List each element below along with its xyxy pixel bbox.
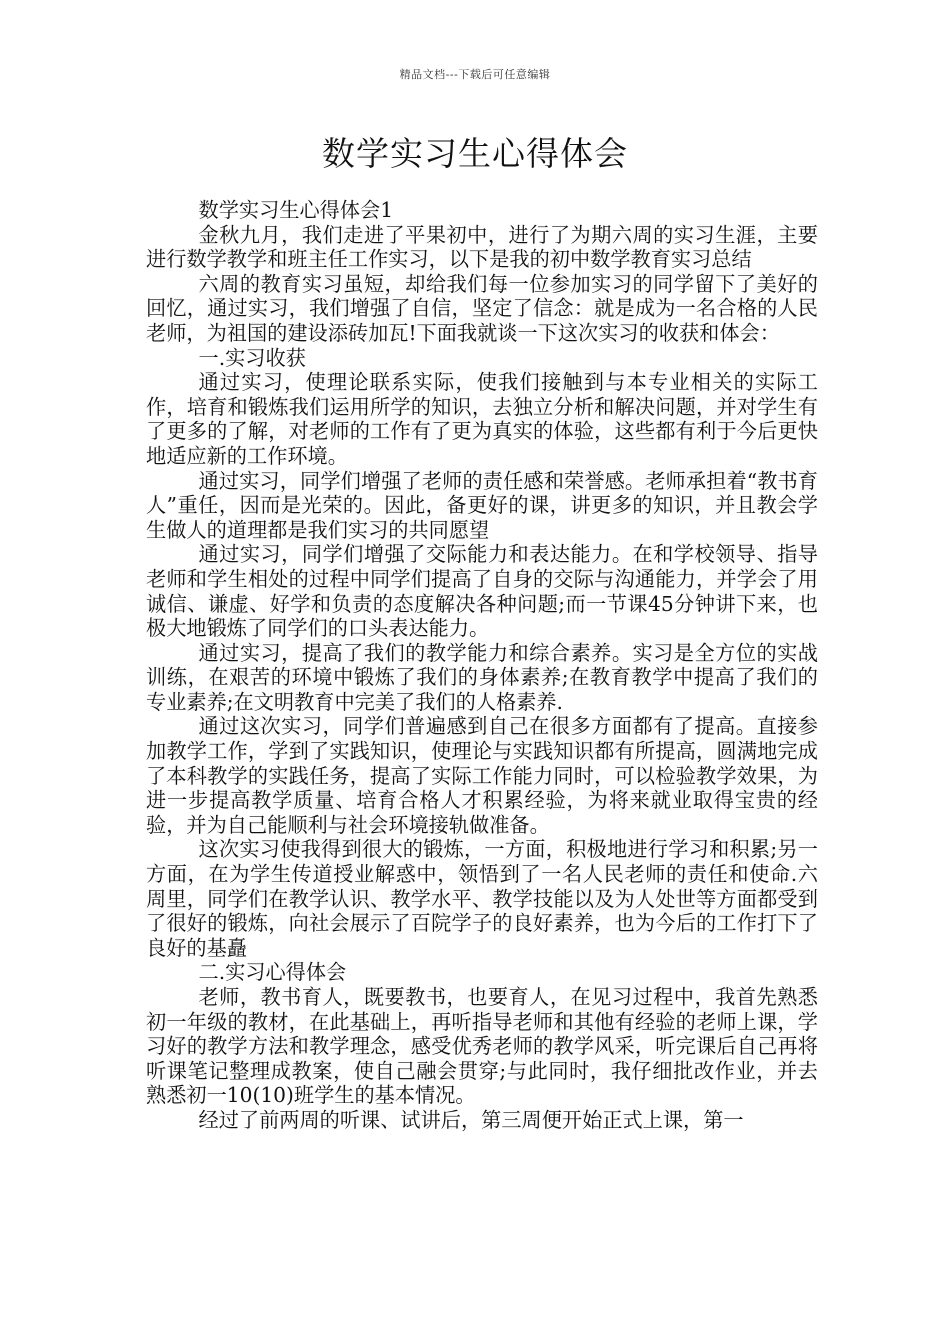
paragraph: 通过实习，同学们增强了老师的责任感和荣誉感。老师承担着“教书育人”重任，因而是光荣的。因此，备更好的课，讲更多的知识，并且教会学生做人的道理都是我们实习的共同愿望: [146, 468, 818, 542]
paragraph: 经过了前两周的听课、试讲后，第三周便开始正式上课，第一: [198, 1107, 744, 1132]
paragraph-subtitle: 数学实习生心得体会1: [198, 198, 394, 222]
paragraph: 通过实习，提高了我们的教学能力和综合素养。实习是全方位的实战训练，在艰苦的环境中锻炼了我们的身体素养;在教育教学中提高了我们的专业素养;在文明教育中完美了我们的人格素养.: [146, 640, 818, 714]
paragraph: 通过实习，使理论联系实际，使我们接触到与本专业相关的实际工作，培育和锻炼我们运用所学的知识，去独立分析和解决问题，并对学生有了更多的了解，对老师的工作有了更为真实的体验，这些都有利于今后更快地适应新的工作环境。: [146, 370, 818, 468]
section-heading: 二.实习心得体会: [198, 960, 347, 985]
paragraph: 通过这次实习，同学们普遍感到自己在很多方面都有了提高。直接参加教学工作，学到了实践知识，使理论与实践知识都有所提高，圆满地完成了本科教学的实践任务，提高了实际工作能力同时，可以检验教学效果，为进一步提高教学质量、培育合格人才积累经验，为将来就业取得宝贵的经验，并为自己能顺利与社会环境接轨做准备。: [146, 714, 818, 837]
document-title: 数学实习生心得体会: [322, 134, 628, 173]
document-body: [146, 198, 818, 1133]
paragraph: 老师，教书育人，既要教书，也要育人，在见习过程中，我首先熟悉初一年级的教材，在此基础上，再听指导老师和其他有经验的老师上课，学习好的教学方法和教学理念，感受优秀老师的教学风采，听完课后自己再将听课笔记整理成教案，使自己融会贯穿;与此同时，我仔细批改作业，并去熟悉初一10(10)班学生的基本情况。: [146, 985, 818, 1108]
paragraph: 通过实习，同学们增强了交际能力和表达能力。在和学校领导、指导老师和学生相处的过程中同学们提高了自身的交际与沟通能力，并学会了用诚信、谦虚、好学和负责的态度解决各种问题;而一节课45分钟讲下来，也极大地锻炼了同学们的口头表达能力。: [146, 542, 818, 641]
paragraph: 金秋九月，我们走进了平果初中，进行了为期六周的实习生涯，主要进行数学教学和班主任工作实习，以下是我的初中数学教育实习总结: [146, 222, 818, 272]
section-heading: 一.实习收获: [198, 345, 306, 370]
paragraph: 六周的教育实习虽短，却给我们每一位参加实习的同学留下了美好的回忆，通过实习，我们增强了自信，坚定了信念：就是成为一名合格的人民老师，为祖国的建设添砖加瓦!下面我就谈一下这次实习的收获和体会：: [146, 271, 818, 345]
paragraph: 这次实习使我得到很大的锻炼，一方面，积极地进行学习和积累;另一方面，在为学生传道授业解惑中，领悟到了一名人民老师的责任和使命.六周里，同学们在教学认识、教学水平、教学技能以及为人处世等方面都受到了很好的锻炼，向社会展示了百院学子的良好素养，也为今后的工作打下了良好的基矗: [146, 837, 818, 960]
header-note: 精品文档---下载后可任意编辑: [399, 68, 551, 81]
